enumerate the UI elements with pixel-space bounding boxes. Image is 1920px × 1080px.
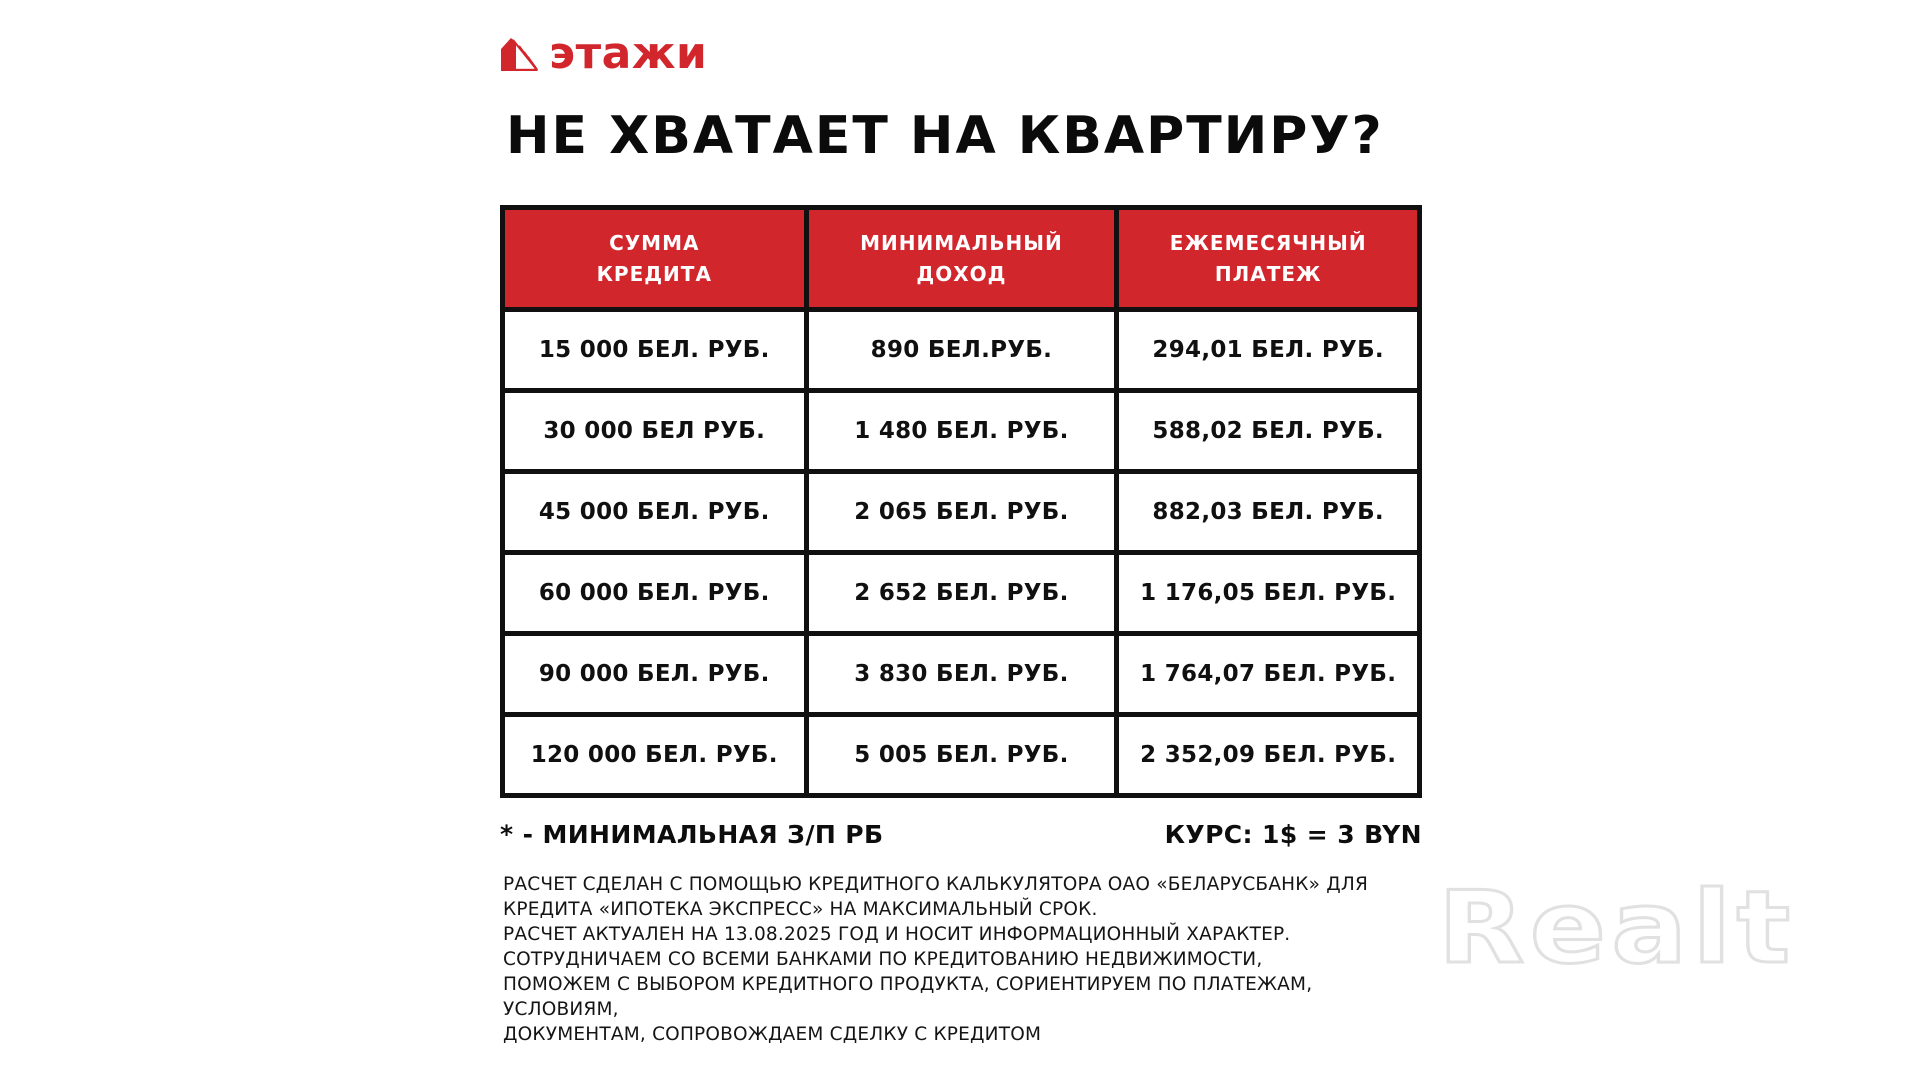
header-line: ДОХОД — [916, 261, 1007, 286]
table-row — [503, 391, 1420, 472]
disclaimer-line: ПОМОЖЕМ С ВЫБОРОМ КРЕДИТНОГО ПРОДУКТА, СОРИЕНТИРУЕМ ПО ПЛАТЕЖАМ, — [503, 974, 1313, 995]
brand-logo — [500, 28, 708, 79]
cell-credit-sum: 15 000 БЕЛ. РУБ. — [503, 310, 807, 391]
cell-monthly-payment: 588,02 БЕЛ. РУБ. — [1117, 391, 1420, 472]
disclaimer-line: ДОКУМЕНТАМ, СОПРОВОЖДАЕМ СДЕЛКУ С КРЕДИТОМ — [503, 1024, 1042, 1045]
header-line: МИНИМАЛЬНЫЙ — [860, 230, 1063, 255]
col-header-min-income — [806, 208, 1117, 310]
table-row — [503, 472, 1420, 553]
disclaimer-line: РАСЧЕТ АКТУАЛЕН НА 13.08.2025 ГОД И НОСИТ ИНФОРМАЦИОННЫЙ ХАРАКТЕР. — [503, 924, 1291, 945]
header-line: ПЛАТЕЖ — [1214, 261, 1322, 286]
cell-credit-sum: 120 000 БЕЛ. РУБ. — [503, 715, 807, 796]
table-row — [503, 553, 1420, 634]
cell-min-income: 2 652 БЕЛ. РУБ. — [806, 553, 1117, 634]
exchange-rate: КУРС: 1$ = 3 BYN — [1164, 820, 1422, 849]
disclaimer — [503, 872, 1463, 1047]
header-line: ЕЖЕМЕСЯЧНЫЙ — [1169, 230, 1367, 255]
cell-min-income: 1 480 БЕЛ. РУБ. — [806, 391, 1117, 472]
cell-min-income: 3 830 БЕЛ. РУБ. — [806, 634, 1117, 715]
cell-credit-sum: 30 000 БЕЛ РУБ. — [503, 391, 807, 472]
cell-monthly-payment: 1 176,05 БЕЛ. РУБ. — [1117, 553, 1420, 634]
page-title: НЕ ХВАТАЕТ НА КВАРТИРУ? — [506, 106, 1384, 166]
etazhi-house-icon — [500, 36, 540, 72]
cell-credit-sum: 45 000 БЕЛ. РУБ. — [503, 472, 807, 553]
table-header-row — [503, 208, 1420, 310]
cell-monthly-payment: 2 352,09 БЕЛ. РУБ. — [1117, 715, 1420, 796]
cell-monthly-payment: 882,03 БЕЛ. РУБ. — [1117, 472, 1420, 553]
disclaimer-line: СОТРУДНИЧАЕМ СО ВСЕМИ БАНКАМИ ПО КРЕДИТОВАНИЮ НЕДВИЖИМОСТИ, — [503, 949, 1263, 970]
col-header-monthly-payment — [1117, 208, 1420, 310]
table-row — [503, 715, 1420, 796]
col-header-credit-sum — [503, 208, 807, 310]
disclaimer-line: УСЛОВИЯМ, — [503, 999, 619, 1020]
table-row — [503, 634, 1420, 715]
header-line: СУММА — [609, 230, 700, 255]
header-line: КРЕДИТА — [596, 261, 712, 286]
realt-watermark: Realt — [1438, 869, 1796, 986]
cell-min-income: 890 БЕЛ.РУБ. — [806, 310, 1117, 391]
disclaimer-line: РАСЧЕТ СДЕЛАН С ПОМОЩЬЮ КРЕДИТНОГО КАЛЬКУЛЯТОРА ОАО «БЕЛАРУСБАНК» ДЛЯ — [503, 874, 1369, 895]
table-subline — [500, 820, 1422, 849]
cell-min-income: 2 065 БЕЛ. РУБ. — [806, 472, 1117, 553]
table-row — [503, 310, 1420, 391]
brand-logo-text: этажи — [549, 28, 708, 79]
cell-monthly-payment: 1 764,07 БЕЛ. РУБ. — [1117, 634, 1420, 715]
footnote: * - МИНИМАЛЬНАЯ З/П РБ — [500, 820, 884, 849]
cell-credit-sum: 90 000 БЕЛ. РУБ. — [503, 634, 807, 715]
cell-credit-sum: 60 000 БЕЛ. РУБ. — [503, 553, 807, 634]
credit-table — [500, 205, 1422, 798]
disclaimer-line: КРЕДИТА «ИПОТЕКА ЭКСПРЕСС» НА МАКСИМАЛЬНЫЙ СРОК. — [503, 899, 1098, 920]
cell-monthly-payment: 294,01 БЕЛ. РУБ. — [1117, 310, 1420, 391]
cell-min-income: 5 005 БЕЛ. РУБ. — [806, 715, 1117, 796]
